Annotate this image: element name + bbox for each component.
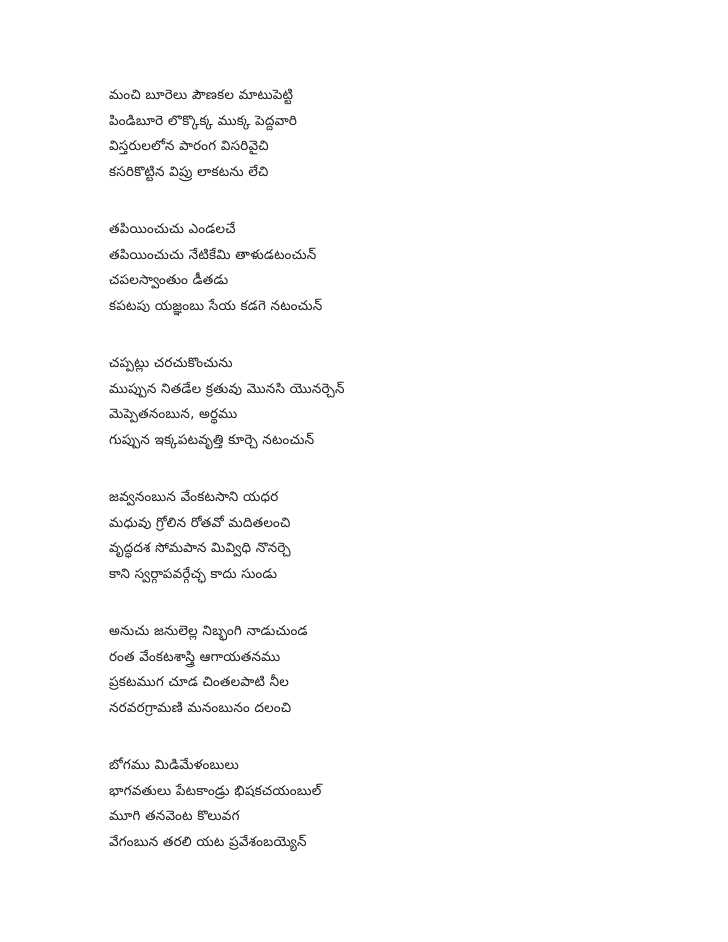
poem-line: వృద్ధదశ సోమపాన మివ్విధి నొనర్చె bbox=[109, 540, 291, 556]
poem-line: జవ్వనంబున వేంకటసాని యధర bbox=[109, 489, 279, 505]
poem-line: రంత వేంకటశాస్త్రి ఆగాయతనము bbox=[109, 648, 281, 665]
poem-line: ప్రకటముగ చూడ చింతలపాటి నీల bbox=[109, 674, 290, 690]
poem-line: మధువు గ్రోలిన రోతవో మదితలంచి bbox=[109, 514, 291, 531]
poem-line: అనుచు జనులెల్ల నిబ్భంగి నాడుచుండ bbox=[109, 623, 308, 639]
poem-line: విస్తరులలోన పారంగ విసరివైచి bbox=[109, 138, 269, 154]
stanza-1 bbox=[109, 83, 669, 185]
stanza-3 bbox=[109, 351, 669, 453]
poem-line: తపియించుచు నేటికేమి తాళుడటంచున్ bbox=[109, 246, 317, 263]
stanza-2 bbox=[109, 217, 669, 319]
poem-line: మూగి తనవెంట కొలువగ bbox=[109, 808, 240, 824]
poem-page bbox=[109, 83, 669, 887]
poem-line: ముప్పున నితడేల క్రతువు మొనసి యొనర్చెన్ bbox=[109, 380, 345, 397]
poem-line: నరవరగ్రామణి మనంబునం దలంచి bbox=[109, 699, 292, 716]
poem-line: కసరికొట్టిన విప్రు లాకటను లేచి bbox=[109, 163, 269, 180]
stanza-5 bbox=[109, 619, 669, 721]
stanza-4 bbox=[109, 485, 669, 587]
poem-line: తపియించుచు ఎండలచే bbox=[109, 221, 236, 237]
poem-line: గుప్పున ఇక్కపటవృత్తి కూర్చె నటంచున్ bbox=[109, 431, 315, 448]
poem-line: చపలస్వాంతుం డీతడు bbox=[109, 272, 229, 288]
poem-line: మంచి బూరెలు పౌణకల మాటుపెట్టి bbox=[109, 87, 294, 103]
poem-line: వేగంబున తరలి యట ప్రవేశంబయ్యెన్ bbox=[109, 833, 307, 850]
poem-line: పిండిబూరె లొక్కొక్క ముక్క పెద్దవారి bbox=[109, 112, 298, 129]
poem-line: బోగము మిడిమేళంబులు bbox=[109, 757, 239, 773]
poem-line: మెప్పెతనంబున, అర్థము bbox=[109, 406, 238, 422]
poem-line: భాగవతులు పేటకాండ్రు భిషకచయంబుల్ bbox=[109, 782, 322, 799]
poem-line: కపటపు యజ్ఞంబు సేయ కడగె నటంచున్ bbox=[109, 297, 323, 314]
poem-line: చప్పట్లు చరచుకొంచును bbox=[109, 355, 233, 371]
stanza-6 bbox=[109, 753, 669, 855]
poem-line: కాని స్వర్గాపవర్గేచ్ఛ కాదు సుండు bbox=[109, 565, 278, 582]
